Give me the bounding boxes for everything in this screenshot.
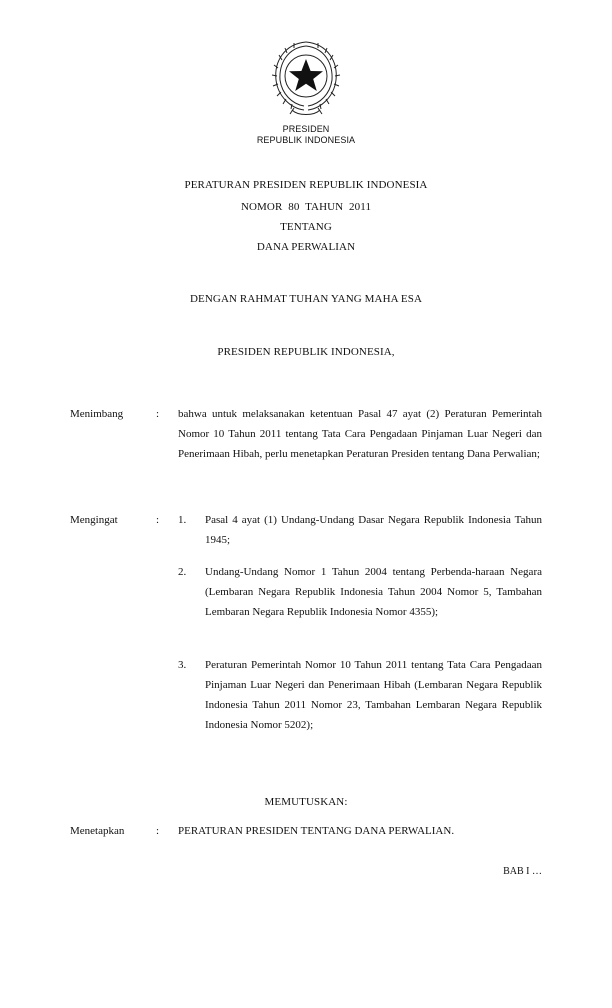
mengingat-item-number: 3. bbox=[178, 659, 187, 671]
regulation-number: NOMOR 80 TAHUN 2011 bbox=[240, 201, 372, 213]
regulation-tentang: TENTANG bbox=[280, 221, 332, 233]
regulation-subject: DANA PERWALIAN bbox=[256, 241, 356, 253]
mengingat-item-text: Peraturan Pemerintah Nomor 10 Tahun 2011 tentang Tata Cara Pengadaan Pinjaman Luar Negeri dan Penerimaan Hibah (Lembaran Negara Republik Indonesia Tahun 2011 Nomor 23, Tambahan Lembaran Negara Republik Indonesia Nomor 5202); bbox=[205, 659, 542, 731]
president-line: PRESIDEN REPUBLIK INDONESIA, bbox=[217, 346, 395, 358]
mengingat-item-number: 1. bbox=[178, 514, 187, 526]
regulation-title: PERATURAN PRESIDEN REPUBLIK INDONESIA bbox=[184, 179, 428, 191]
menetapkan-text: PERATURAN PRESIDEN TENTANG DANA PERWALIAN. bbox=[178, 825, 455, 837]
menetapkan-label: Menetapkan bbox=[70, 825, 125, 837]
header-republic: REPUBLIK INDONESIA bbox=[256, 135, 356, 145]
menimbang-text: bahwa untuk melaksanakan ketentuan Pasal 47 ayat (2) Peraturan Pemerintah Nomor 10 Tahun 2011 tentang Tata Cara Pengadaan Pinjaman Luar Negeri dan Penerimaan Hibah, perlu menetapkan Peraturan Presiden tentang Dana Perwalian; bbox=[178, 408, 542, 460]
garuda-emblem-icon bbox=[268, 38, 344, 118]
menimbang-label: Menimbang bbox=[70, 408, 124, 420]
mengingat-item-number: 2. bbox=[178, 566, 187, 578]
blessing-line: DENGAN RAHMAT TUHAN YANG MAHA ESA bbox=[190, 293, 422, 305]
mengingat-item-text: Undang-Undang Nomor 1 Tahun 2004 tentang Perbenda-haraan Negara (Lembaran Negara Republik Indonesia Tahun 2004 Nomor 5, Tambahan Lembaran Negara Republik Indonesia Nomor 4355); bbox=[205, 566, 542, 618]
header-president: PRESIDEN bbox=[282, 124, 330, 134]
menetapkan-colon: : bbox=[156, 825, 160, 837]
memutuskan-heading: MEMUTUSKAN: bbox=[264, 796, 348, 808]
mengingat-colon: : bbox=[156, 514, 160, 526]
menimbang-colon: : bbox=[156, 408, 160, 420]
next-page-reference: BAB I … bbox=[503, 866, 542, 877]
mengingat-label: Mengingat bbox=[70, 514, 118, 526]
mengingat-item-text: Pasal 4 ayat (1) Undang-Undang Dasar Negara Republik Indonesia Tahun 1945; bbox=[205, 514, 542, 546]
